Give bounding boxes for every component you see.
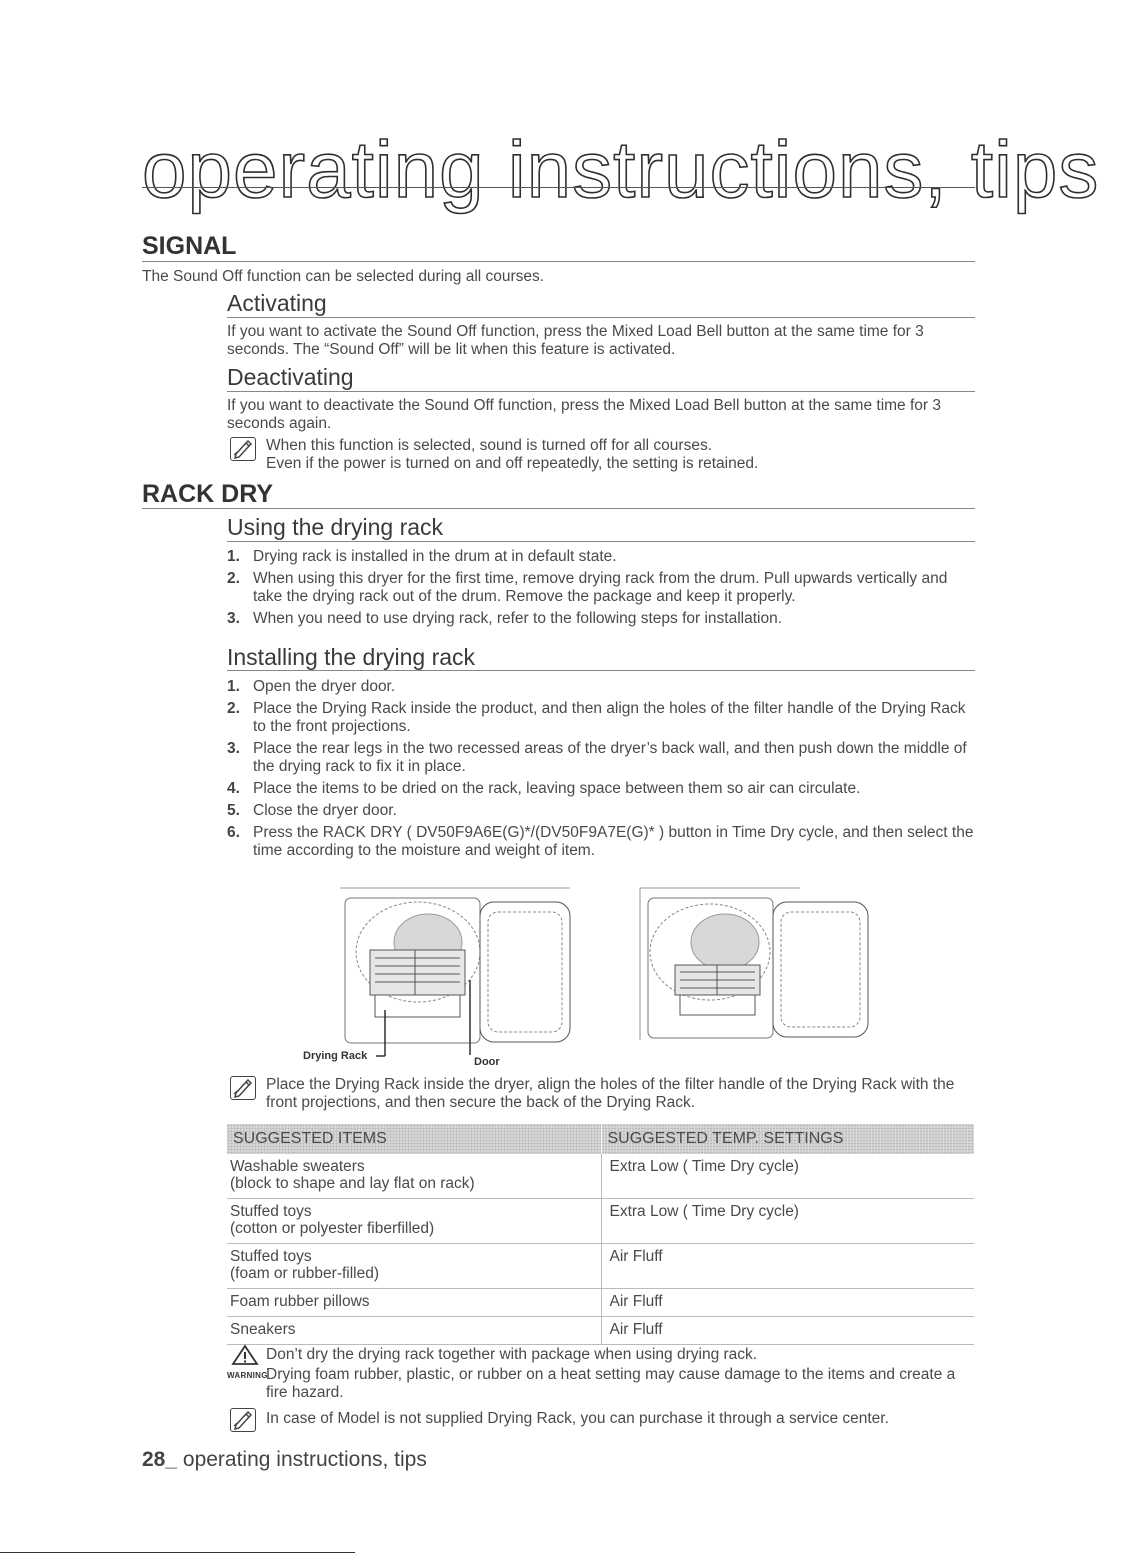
- drying-rack-label: Drying Rack: [303, 1050, 368, 1062]
- setting-cell: Extra Low ( Time Dry cycle): [601, 1154, 974, 1199]
- using-steps: [227, 548, 979, 628]
- deactivating-text: If you want to deactivate the Sound Off function, press the Mixed Load Bell button at the same time for 3 seconds again.: [227, 397, 941, 432]
- step-number: 5.: [227, 802, 240, 819]
- signal-heading: SIGNAL: [142, 232, 237, 260]
- item-cell: [227, 1289, 601, 1317]
- item-name: Stuffed toys: [230, 1248, 312, 1265]
- list-item: [227, 610, 979, 628]
- item-detail: (block to shape and lay flat on rack): [230, 1175, 475, 1192]
- column-header: SUGGESTED ITEMS: [227, 1124, 601, 1154]
- step-text: When you need to use drying rack, refer to the following steps for installation.: [253, 610, 783, 627]
- deactivating-heading: Deactivating: [227, 364, 354, 390]
- drying-rack-figure: [330, 880, 890, 1065]
- using-rule: [227, 541, 975, 542]
- step-text: Close the dryer door.: [253, 802, 397, 819]
- note-icon: [230, 437, 256, 461]
- item-name: Foam rubber pillows: [230, 1293, 370, 1310]
- warning-line-2: Drying foam rubber, plastic, or rubber on a heat setting may cause damage to the items and create a fire hazard.: [266, 1366, 956, 1401]
- figure-note: Place the Drying Rack inside the dryer, align the holes of the filter handle of the Drying Rack with the front projections, and then secure the back of the Drying Rack.: [266, 1076, 955, 1111]
- step-number: 3.: [227, 610, 240, 627]
- warning-label: WARNING: [227, 1371, 268, 1380]
- page-number: 28_: [142, 1448, 178, 1471]
- warning-line-1: Don’t dry the drying rack together with package when using drying rack.: [266, 1346, 758, 1363]
- step-number: 2.: [227, 700, 240, 717]
- rack-dry-heading: RACK DRY: [142, 480, 274, 508]
- bottom-rule: [0, 1552, 355, 1553]
- list-item: [227, 802, 979, 820]
- item-name: Washable sweaters: [230, 1158, 365, 1175]
- suggested-items-table: [227, 1124, 974, 1345]
- list-item: [227, 570, 979, 606]
- item-cell: [227, 1317, 601, 1345]
- item-cell: [227, 1199, 601, 1244]
- activating-text: If you want to activate the Sound Off function, press the Mixed Load Bell button at the same time for 3 seconds. The “Sound Off” will be lit when this feature is activated.: [227, 323, 924, 358]
- list-item: [227, 824, 979, 860]
- list-item: [227, 740, 979, 776]
- using-heading: Using the drying rack: [227, 514, 444, 540]
- deactivating-rule: [227, 391, 975, 392]
- setting-cell: Air Fluff: [601, 1244, 974, 1289]
- step-text: Drying rack is installed in the drum at in default state.: [253, 548, 617, 565]
- signal-intro: The Sound Off function can be selected during all courses.: [142, 268, 545, 285]
- step-number: 1.: [227, 678, 240, 695]
- list-item: [227, 700, 979, 736]
- warning-icon: [231, 1344, 259, 1366]
- table-row: [227, 1317, 974, 1345]
- installing-heading: Installing the drying rack: [227, 644, 476, 670]
- list-item: [227, 780, 979, 798]
- item-name: Sneakers: [230, 1321, 296, 1338]
- list-item: [227, 548, 979, 566]
- step-text: When using this dryer for the first time, remove drying rack from the drum. Pull upwards vertically and take the drying rack out of the drum. Remove the package and keep it properly.: [253, 570, 948, 605]
- step-number: 4.: [227, 780, 240, 797]
- note-icon: [230, 1076, 256, 1100]
- item-detail: (foam or rubber-filled): [230, 1265, 380, 1282]
- page-footer: [142, 1448, 427, 1472]
- table-row: [227, 1199, 974, 1244]
- door-label: Door: [474, 1056, 500, 1068]
- setting-cell: Air Fluff: [601, 1289, 974, 1317]
- footer-section: operating instructions, tips: [182, 1448, 427, 1471]
- title-rule: [142, 187, 975, 188]
- item-name: Stuffed toys: [230, 1203, 312, 1220]
- step-number: 1.: [227, 548, 240, 565]
- dryer-illustration-right: [640, 888, 868, 1040]
- step-text: Place the rear legs in the two recessed areas of the dryer’s back wall, and then push down the middle of the drying rack to fix it in place.: [253, 740, 967, 775]
- deactivating-note-2: Even if the power is turned on and off repeatedly, the setting is retained.: [266, 455, 759, 472]
- item-cell: [227, 1244, 601, 1289]
- deactivating-note-1: When this function is selected, sound is turned off for all courses.: [266, 437, 713, 454]
- table-header-row: [227, 1124, 974, 1154]
- table-row: [227, 1289, 974, 1317]
- table-row: [227, 1244, 974, 1289]
- activating-rule: [227, 317, 975, 318]
- setting-cell: Air Fluff: [601, 1317, 974, 1345]
- dryer-illustration-left: [340, 888, 570, 1056]
- activating-heading: Activating: [227, 290, 327, 316]
- installing-steps: [227, 678, 979, 860]
- setting-cell: Extra Low ( Time Dry cycle): [601, 1199, 974, 1244]
- step-text: Place the items to be dried on the rack, leaving space between them so air can circulate.: [253, 780, 861, 797]
- note-icon: [230, 1408, 256, 1432]
- list-item: [227, 678, 979, 696]
- rack-dry-rule: [142, 508, 975, 509]
- column-header: SUGGESTED TEMP. SETTINGS: [601, 1124, 974, 1154]
- item-cell: [227, 1154, 601, 1199]
- step-number: 6.: [227, 824, 240, 841]
- step-number: 2.: [227, 570, 240, 587]
- table-row: [227, 1154, 974, 1199]
- step-text: Open the dryer door.: [253, 678, 396, 695]
- step-number: 3.: [227, 740, 240, 757]
- page-title: operating instructions, tips: [142, 125, 1100, 214]
- final-note: In case of Model is not supplied Drying Rack, you can purchase it through a service center.: [266, 1410, 889, 1427]
- step-text: Press the RACK DRY ( DV50F9A6E(G)*/(DV50F9A7E(G)* ) button in Time Dry cycle, and then select the time according to the moisture and weight of item.: [253, 824, 974, 859]
- step-text: Place the Drying Rack inside the product, and then align the holes of the filter handle of the Drying Rack to the front projections.: [253, 700, 966, 735]
- installing-rule: [227, 670, 975, 671]
- item-detail: (cotton or polyester fiberfilled): [230, 1220, 435, 1237]
- signal-rule: [142, 261, 975, 262]
